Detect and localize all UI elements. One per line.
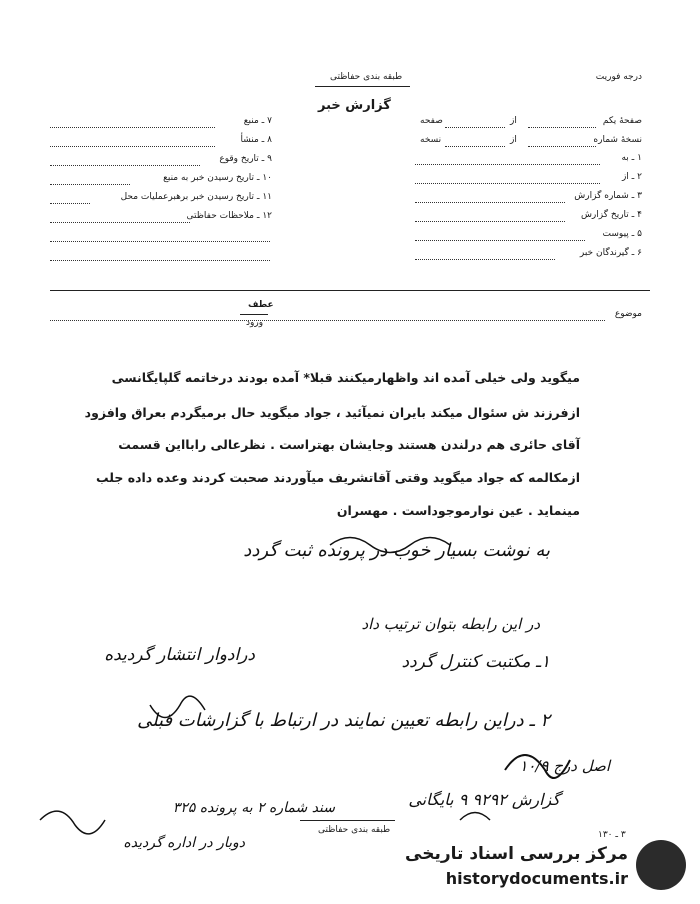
subject-label: موضوع [614,309,642,319]
archive-logo-icon [636,840,686,890]
handwriting-line-9: دوبار در اداره گردیده [123,835,245,851]
ref-varede: ورود [246,318,264,328]
handwriting-line-7: گزارش ۹۲۹۲ ۹ بایگانی [408,790,560,809]
copy-word-label: نسخه [420,135,442,145]
handwriting-line-6: اصل درج ۱۰/۹ [519,757,610,775]
handwriting-line-1: به نوشت بسیار خوب در پرونده ثبت گردد [243,540,550,561]
report-title: گزارش خبر [318,98,391,113]
field-source: ۷ ـ منبع [243,116,272,126]
field-copy: نسخهٔ شماره [593,135,642,145]
field-recipients: ۶ ـ گیرندگان خبر [579,248,642,258]
field-to: ۱ ـ به [621,153,642,163]
body-line-3: آقای حائری هم درلندن هستند وجایشان بهتراست . نظرعالی رابااین قسمت [118,437,580,452]
page-word-label: صفحه [420,116,443,126]
footer-classification: طبقه بندی حفاظتی [318,825,391,835]
watermark-url: historydocuments.ir [445,869,628,888]
watermark-title: مرکز بررسی اسناد تاریخی [405,844,628,864]
handwriting-line-2: در این رابطه بتوان ترتیب داد [361,615,540,633]
handwriting-line-3: ۱ـ مکتبت کنترل گردد [401,652,550,672]
field-page: صفحهٔ یکم [602,116,642,126]
urgency-label: درجه فوریت [595,72,642,82]
field-ops-received: ۱۱ ـ تاریخ رسیدن خبر برهبرعملیات محل [120,192,272,202]
field-report-number: ۳ ـ شماره گزارش [574,191,642,201]
handwriting-line-5: ۲ ـ دراین رابطه تعیین نمایند در ارتباط با گزارشات قبلی [137,710,550,731]
handwriting-line-8: سند شماره ۲ به پرونده ۳۲۵ [172,800,335,816]
body-line-5: مینماید . عین نوارموجوداست . مهسران [336,503,580,518]
handwriting-line-4: درادوار انتشار گردیده [104,645,255,665]
field-security-notes: ۱۲ ـ ملاحظات حفاظتی [186,211,272,221]
body-line-1: میگوید ولی خیلی آمده اند واظهارمیکنند قبلا* آمده بودند درخاتمه گلپایگانسی [111,370,580,385]
page-of-label: از [510,116,517,126]
field-attachment: ۵ ـ پیوست [602,229,642,239]
form-code: ۳ ـ ۱۳۰ [598,830,626,840]
body-line-4: ازمکالمه که جواد میگوید وقتی آقاتشریف میآوردند صحبت کردند وعده داده جلب [96,470,580,485]
field-source-received: ۱۰ ـ تاریخ رسیدن خبر به منبع [163,173,272,183]
field-report-date: ۴ ـ تاریخ گزارش [580,210,642,220]
field-from: ۲ ـ از [621,172,642,182]
ref-atf: عطف [248,300,274,310]
copy-of-label: از [510,135,517,145]
field-origin: ۸ ـ منشأ [240,135,272,145]
field-event-date: ۹ ـ تاریخ وقوع [219,154,272,164]
header-classification: طبقه بندی حفاظتی [330,72,403,82]
body-line-2: ازفرزند ش سئوال میکند بایران نمیآئید ، جواد میگوید حال برمیگردم بعراق وافزود [84,405,580,420]
footer-classification-overline [300,820,395,821]
